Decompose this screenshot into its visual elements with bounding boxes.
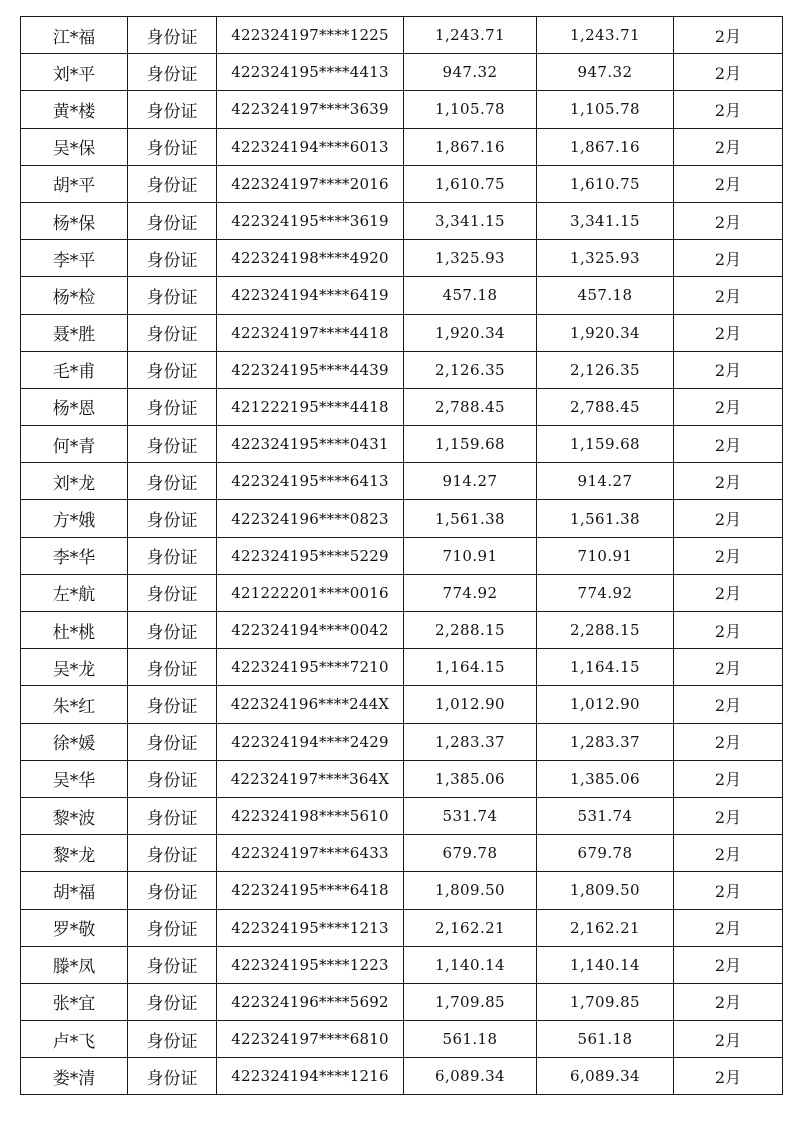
amount-paid-cell: 679.78 <box>537 835 674 872</box>
table-row <box>21 649 783 686</box>
id-type-cell: 身份证 <box>128 574 217 611</box>
amount-paid-cell: 1,325.93 <box>537 240 674 277</box>
person-name-cell: 徐*媛 <box>21 723 128 760</box>
table-row <box>21 500 783 537</box>
amount-cell: 1,867.16 <box>404 128 537 165</box>
table-row <box>21 426 783 463</box>
id-number-cell: 422324196****0823 <box>217 500 404 537</box>
id-number-cell: 422324197****1225 <box>217 17 404 54</box>
id-type-cell: 身份证 <box>128 54 217 91</box>
person-name-cell: 黎*波 <box>21 797 128 834</box>
amount-paid-cell: 2,126.35 <box>537 351 674 388</box>
id-number-cell: 422324195****0431 <box>217 426 404 463</box>
id-number-cell: 422324194****1216 <box>217 1058 404 1095</box>
person-name-cell: 罗*敬 <box>21 909 128 946</box>
person-name-cell: 黎*龙 <box>21 835 128 872</box>
id-type-cell: 身份证 <box>128 537 217 574</box>
amount-paid-cell: 774.92 <box>537 574 674 611</box>
person-name-cell: 杨*检 <box>21 277 128 314</box>
amount-cell: 1,920.34 <box>404 314 537 351</box>
amount-cell: 2,288.15 <box>404 612 537 649</box>
amount-cell: 1,243.71 <box>404 17 537 54</box>
amount-cell: 947.32 <box>404 54 537 91</box>
amount-cell: 1,709.85 <box>404 983 537 1020</box>
amount-paid-cell: 1,164.15 <box>537 649 674 686</box>
person-name-cell: 刘*龙 <box>21 463 128 500</box>
person-name-cell: 刘*平 <box>21 54 128 91</box>
month-cell: 2月 <box>674 388 783 425</box>
id-number-cell: 422324195****5229 <box>217 537 404 574</box>
month-cell: 2月 <box>674 574 783 611</box>
person-name-cell: 吴*保 <box>21 128 128 165</box>
table-row <box>21 388 783 425</box>
person-name-cell: 方*娥 <box>21 500 128 537</box>
id-type-cell: 身份证 <box>128 17 217 54</box>
amount-cell: 774.92 <box>404 574 537 611</box>
id-type-cell: 身份证 <box>128 872 217 909</box>
id-number-cell: 422324195****7210 <box>217 649 404 686</box>
id-type-cell: 身份证 <box>128 351 217 388</box>
table-row <box>21 760 783 797</box>
table-row <box>21 54 783 91</box>
amount-cell: 1,164.15 <box>404 649 537 686</box>
amount-cell: 1,159.68 <box>404 426 537 463</box>
amount-cell: 1,809.50 <box>404 872 537 909</box>
id-number-cell: 422324196****5692 <box>217 983 404 1020</box>
month-cell: 2月 <box>674 909 783 946</box>
month-cell: 2月 <box>674 463 783 500</box>
table-row <box>21 686 783 723</box>
id-type-cell: 身份证 <box>128 723 217 760</box>
person-name-cell: 江*福 <box>21 17 128 54</box>
amount-cell: 6,089.34 <box>404 1058 537 1095</box>
table-row <box>21 202 783 239</box>
month-cell: 2月 <box>674 500 783 537</box>
month-cell: 2月 <box>674 649 783 686</box>
amount-paid-cell: 1,012.90 <box>537 686 674 723</box>
id-type-cell: 身份证 <box>128 500 217 537</box>
id-number-cell: 422324197****4418 <box>217 314 404 351</box>
id-number-cell: 422324195****6418 <box>217 872 404 909</box>
month-cell: 2月 <box>674 835 783 872</box>
table-row <box>21 872 783 909</box>
amount-cell: 531.74 <box>404 797 537 834</box>
table-row <box>21 351 783 388</box>
person-name-cell: 杨*保 <box>21 202 128 239</box>
amount-cell: 3,341.15 <box>404 202 537 239</box>
amount-paid-cell: 2,788.45 <box>537 388 674 425</box>
id-type-cell: 身份证 <box>128 202 217 239</box>
month-cell: 2月 <box>674 760 783 797</box>
month-cell: 2月 <box>674 946 783 983</box>
id-number-cell: 422324195****4439 <box>217 351 404 388</box>
month-cell: 2月 <box>674 1058 783 1095</box>
table-row <box>21 835 783 872</box>
month-cell: 2月 <box>674 686 783 723</box>
person-name-cell: 胡*福 <box>21 872 128 909</box>
amount-cell: 1,140.14 <box>404 946 537 983</box>
id-type-cell: 身份证 <box>128 314 217 351</box>
amount-paid-cell: 1,159.68 <box>537 426 674 463</box>
amount-paid-cell: 531.74 <box>537 797 674 834</box>
id-number-cell: 422324195****6413 <box>217 463 404 500</box>
month-cell: 2月 <box>674 240 783 277</box>
id-type-cell: 身份证 <box>128 686 217 723</box>
person-name-cell: 吴*龙 <box>21 649 128 686</box>
payment-table-body <box>21 17 783 1095</box>
amount-paid-cell: 1,561.38 <box>537 500 674 537</box>
table-row <box>21 314 783 351</box>
id-number-cell: 422324194****2429 <box>217 723 404 760</box>
id-type-cell: 身份证 <box>128 463 217 500</box>
person-name-cell: 左*航 <box>21 574 128 611</box>
id-number-cell: 422324196****244X <box>217 686 404 723</box>
month-cell: 2月 <box>674 91 783 128</box>
month-cell: 2月 <box>674 202 783 239</box>
table-row <box>21 91 783 128</box>
person-name-cell: 杨*恩 <box>21 388 128 425</box>
table-row <box>21 277 783 314</box>
id-number-cell: 422324197****6810 <box>217 1021 404 1058</box>
id-number-cell: 422324195****1223 <box>217 946 404 983</box>
person-name-cell: 黄*楼 <box>21 91 128 128</box>
id-number-cell: 422324195****1213 <box>217 909 404 946</box>
month-cell: 2月 <box>674 723 783 760</box>
amount-paid-cell: 561.18 <box>537 1021 674 1058</box>
table-row <box>21 17 783 54</box>
person-name-cell: 张*宜 <box>21 983 128 1020</box>
month-cell: 2月 <box>674 128 783 165</box>
id-type-cell: 身份证 <box>128 1058 217 1095</box>
table-row <box>21 612 783 649</box>
payment-table <box>20 16 783 1095</box>
person-name-cell: 娄*清 <box>21 1058 128 1095</box>
id-number-cell: 422324198****5610 <box>217 797 404 834</box>
table-row <box>21 463 783 500</box>
amount-paid-cell: 710.91 <box>537 537 674 574</box>
id-type-cell: 身份证 <box>128 240 217 277</box>
amount-paid-cell: 3,341.15 <box>537 202 674 239</box>
id-number-cell: 422324197****2016 <box>217 165 404 202</box>
amount-cell: 710.91 <box>404 537 537 574</box>
id-type-cell: 身份证 <box>128 1021 217 1058</box>
id-type-cell: 身份证 <box>128 946 217 983</box>
person-name-cell: 朱*红 <box>21 686 128 723</box>
table-row <box>21 537 783 574</box>
id-number-cell: 421222201****0016 <box>217 574 404 611</box>
id-type-cell: 身份证 <box>128 165 217 202</box>
person-name-cell: 李*平 <box>21 240 128 277</box>
person-name-cell: 聂*胜 <box>21 314 128 351</box>
amount-cell: 914.27 <box>404 463 537 500</box>
amount-paid-cell: 457.18 <box>537 277 674 314</box>
id-number-cell: 422324195****3619 <box>217 202 404 239</box>
id-number-cell: 422324197****6433 <box>217 835 404 872</box>
table-row <box>21 1058 783 1095</box>
id-type-cell: 身份证 <box>128 835 217 872</box>
id-type-cell: 身份证 <box>128 277 217 314</box>
amount-cell: 1,105.78 <box>404 91 537 128</box>
id-type-cell: 身份证 <box>128 760 217 797</box>
amount-cell: 457.18 <box>404 277 537 314</box>
table-row <box>21 983 783 1020</box>
month-cell: 2月 <box>674 1021 783 1058</box>
month-cell: 2月 <box>674 314 783 351</box>
amount-paid-cell: 1,867.16 <box>537 128 674 165</box>
month-cell: 2月 <box>674 426 783 463</box>
id-type-cell: 身份证 <box>128 909 217 946</box>
amount-cell: 561.18 <box>404 1021 537 1058</box>
table-row <box>21 1021 783 1058</box>
id-type-cell: 身份证 <box>128 649 217 686</box>
table-row <box>21 574 783 611</box>
id-number-cell: 421222195****4418 <box>217 388 404 425</box>
month-cell: 2月 <box>674 54 783 91</box>
id-number-cell: 422324194****0042 <box>217 612 404 649</box>
amount-cell: 1,325.93 <box>404 240 537 277</box>
month-cell: 2月 <box>674 612 783 649</box>
amount-paid-cell: 1,385.06 <box>537 760 674 797</box>
month-cell: 2月 <box>674 165 783 202</box>
amount-cell: 1,610.75 <box>404 165 537 202</box>
person-name-cell: 李*华 <box>21 537 128 574</box>
amount-paid-cell: 1,610.75 <box>537 165 674 202</box>
amount-cell: 1,012.90 <box>404 686 537 723</box>
table-row <box>21 165 783 202</box>
amount-cell: 2,788.45 <box>404 388 537 425</box>
amount-paid-cell: 1,709.85 <box>537 983 674 1020</box>
id-type-cell: 身份证 <box>128 797 217 834</box>
amount-paid-cell: 1,809.50 <box>537 872 674 909</box>
table-row <box>21 909 783 946</box>
id-type-cell: 身份证 <box>128 128 217 165</box>
amount-cell: 1,283.37 <box>404 723 537 760</box>
amount-paid-cell: 1,283.37 <box>537 723 674 760</box>
person-name-cell: 杜*桃 <box>21 612 128 649</box>
amount-paid-cell: 2,288.15 <box>537 612 674 649</box>
month-cell: 2月 <box>674 983 783 1020</box>
person-name-cell: 胡*平 <box>21 165 128 202</box>
person-name-cell: 毛*甫 <box>21 351 128 388</box>
table-row <box>21 723 783 760</box>
amount-paid-cell: 1,140.14 <box>537 946 674 983</box>
id-number-cell: 422324194****6419 <box>217 277 404 314</box>
amount-paid-cell: 2,162.21 <box>537 909 674 946</box>
id-type-cell: 身份证 <box>128 983 217 1020</box>
amount-cell: 2,126.35 <box>404 351 537 388</box>
id-type-cell: 身份证 <box>128 426 217 463</box>
amount-cell: 2,162.21 <box>404 909 537 946</box>
month-cell: 2月 <box>674 872 783 909</box>
id-type-cell: 身份证 <box>128 612 217 649</box>
month-cell: 2月 <box>674 351 783 388</box>
id-number-cell: 422324197****3639 <box>217 91 404 128</box>
id-type-cell: 身份证 <box>128 388 217 425</box>
amount-paid-cell: 914.27 <box>537 463 674 500</box>
amount-paid-cell: 1,243.71 <box>537 17 674 54</box>
amount-paid-cell: 6,089.34 <box>537 1058 674 1095</box>
table-row <box>21 128 783 165</box>
amount-cell: 1,561.38 <box>404 500 537 537</box>
table-row <box>21 946 783 983</box>
amount-cell: 1,385.06 <box>404 760 537 797</box>
person-name-cell: 卢*飞 <box>21 1021 128 1058</box>
table-row <box>21 797 783 834</box>
amount-paid-cell: 947.32 <box>537 54 674 91</box>
id-number-cell: 422324198****4920 <box>217 240 404 277</box>
month-cell: 2月 <box>674 537 783 574</box>
amount-paid-cell: 1,920.34 <box>537 314 674 351</box>
month-cell: 2月 <box>674 277 783 314</box>
id-number-cell: 422324197****364X <box>217 760 404 797</box>
person-name-cell: 滕*凤 <box>21 946 128 983</box>
amount-cell: 679.78 <box>404 835 537 872</box>
id-type-cell: 身份证 <box>128 91 217 128</box>
id-number-cell: 422324194****6013 <box>217 128 404 165</box>
month-cell: 2月 <box>674 797 783 834</box>
amount-paid-cell: 1,105.78 <box>537 91 674 128</box>
month-cell: 2月 <box>674 17 783 54</box>
person-name-cell: 何*青 <box>21 426 128 463</box>
id-number-cell: 422324195****4413 <box>217 54 404 91</box>
table-row <box>21 240 783 277</box>
person-name-cell: 吴*华 <box>21 760 128 797</box>
